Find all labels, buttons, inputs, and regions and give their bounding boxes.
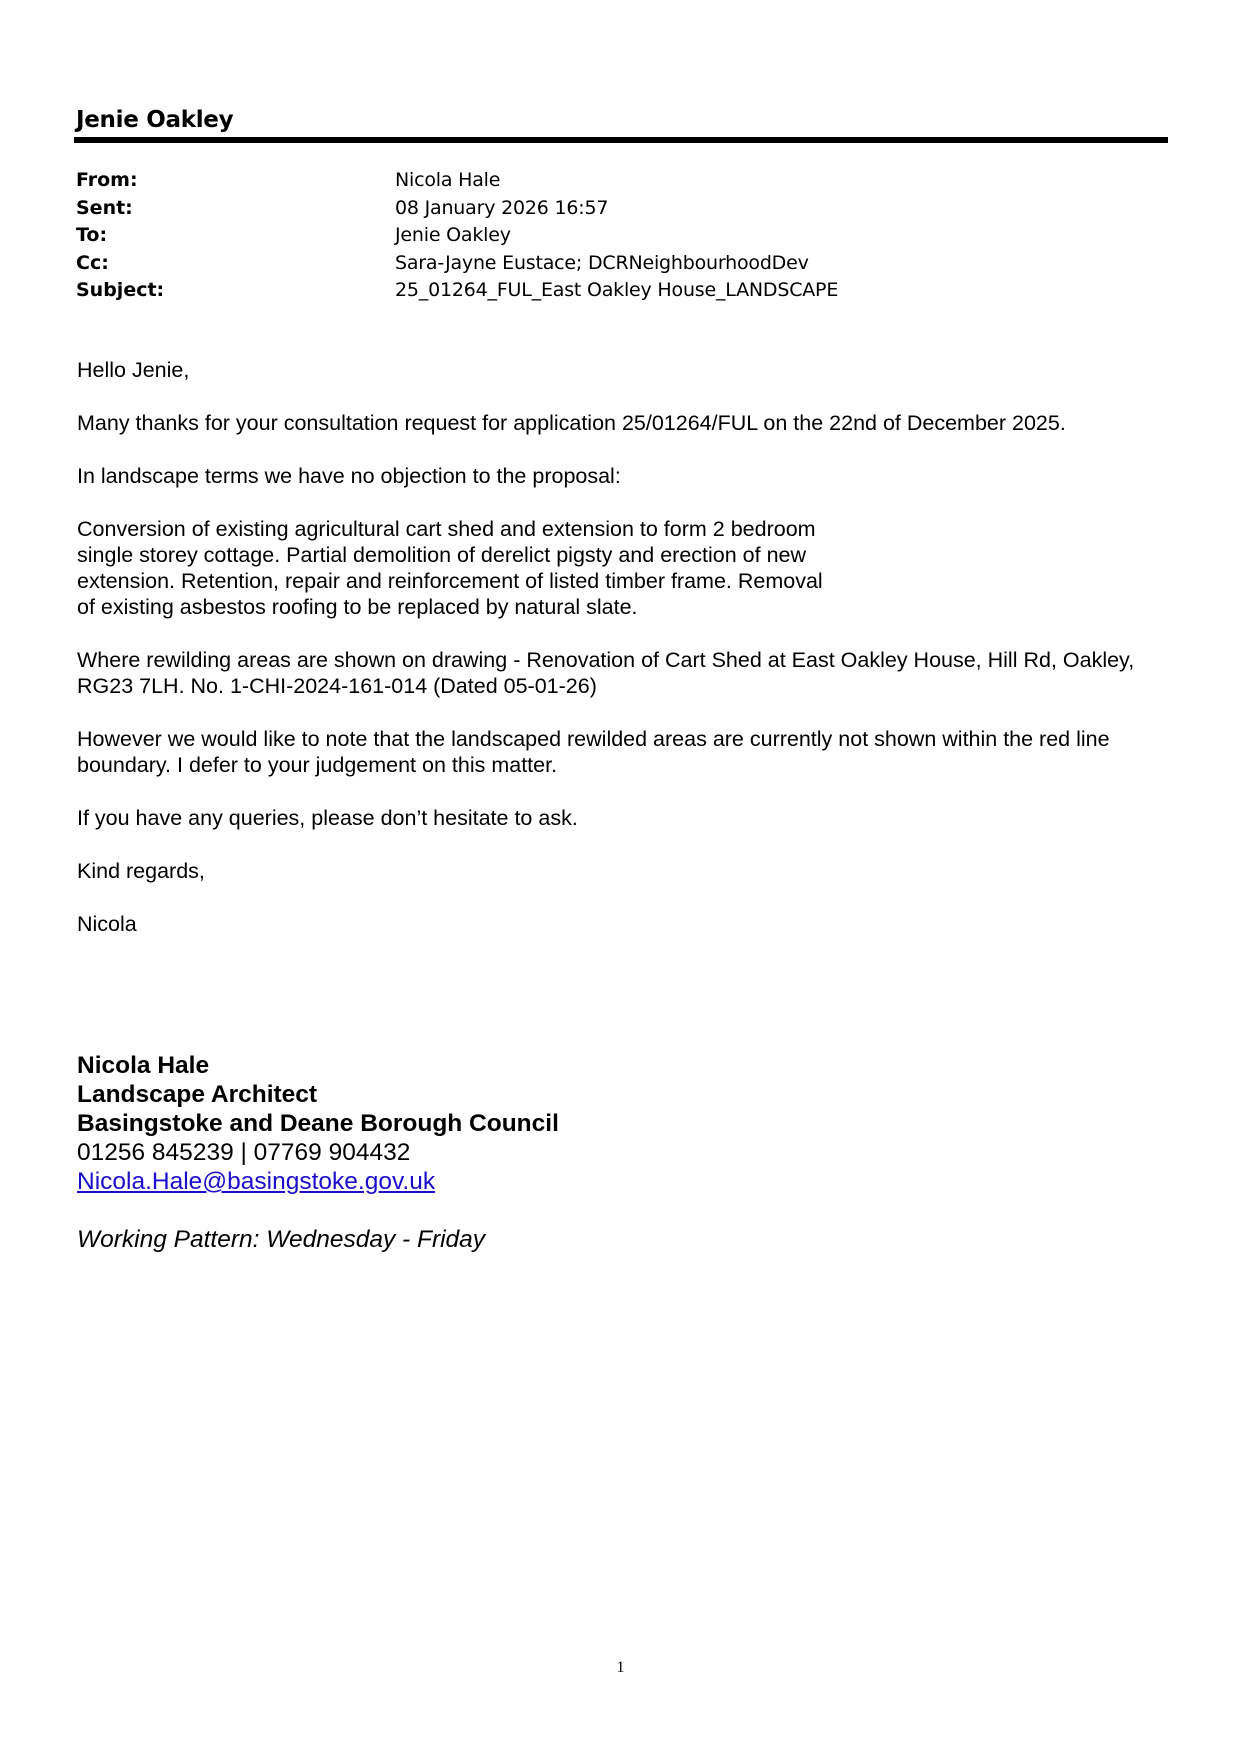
header-value-sent: 08 January 2026 16:57 xyxy=(395,196,609,219)
signature-phones: 01256 845239 | 07769 904432 xyxy=(77,1139,411,1166)
signature-role: Landscape Architect xyxy=(77,1081,318,1108)
header-value-from: Nicola Hale xyxy=(395,169,501,191)
email-signature xyxy=(77,1051,559,1254)
proposal-description: Conversion of existing agricultural cart shed and extension to form 2 bedroom single storey cottage. Partial demolition of derelict pigsty and erection of new extension. Retention, repair and reinforcement of listed timber frame. Removal of existing asbestos roofing to be replaced by natural slate. xyxy=(77,517,823,619)
header-value-cc: Sara-Jayne Eustace; DCRNeighbourhoodDev xyxy=(395,251,809,274)
email-body xyxy=(77,357,1157,964)
signature-organisation: Basingstoke and Deane Borough Council xyxy=(77,1110,559,1137)
position-paragraph: In landscape terms we have no objection to the proposal: xyxy=(77,464,621,488)
note-paragraph: However we would like to note that the landscaped rewilded areas are currently not shown within the red line boundary. I defer to your judgement on this matter. xyxy=(77,727,1110,777)
header-label: From: xyxy=(76,169,138,191)
sign-off: Nicola xyxy=(77,912,137,936)
header-value-subject: 25_01264_FUL_East Oakley House_LANDSCAPE xyxy=(395,279,839,301)
thanks-paragraph: Many thanks for your consultation request for application 25/01264/FUL on the 22nd of December 2025. xyxy=(77,411,1066,435)
header-label: Cc: xyxy=(76,251,109,274)
signature-email-link[interactable]: Nicola.Hale@basingstoke.gov.uk xyxy=(77,1168,436,1195)
queries-paragraph: If you have any queries, please don’t hesitate to ask. xyxy=(77,806,578,830)
closing: Kind regards, xyxy=(77,859,205,883)
header-label: Sent: xyxy=(76,196,133,219)
header-value-to: Jenie Oakley xyxy=(395,224,511,246)
page-number: 1 xyxy=(616,1659,625,1676)
header-label: Subject: xyxy=(76,279,165,301)
greeting: Hello Jenie, xyxy=(77,358,190,382)
header-label: To: xyxy=(76,224,108,246)
working-pattern: Working Pattern: Wednesday - Friday xyxy=(77,1226,486,1253)
header-divider xyxy=(74,137,1168,143)
condition-paragraph: Where rewilding areas are shown on drawing - Renovation of Cart Shed at East Oakley House, Hill Rd, Oakley, RG23 7LH. No. 1-CHI-2024-161-014 (Dated 05-01-26) xyxy=(77,648,1135,698)
signature-name: Nicola Hale xyxy=(77,1052,210,1079)
mailbox-owner-title: Jenie Oakley xyxy=(76,107,234,133)
